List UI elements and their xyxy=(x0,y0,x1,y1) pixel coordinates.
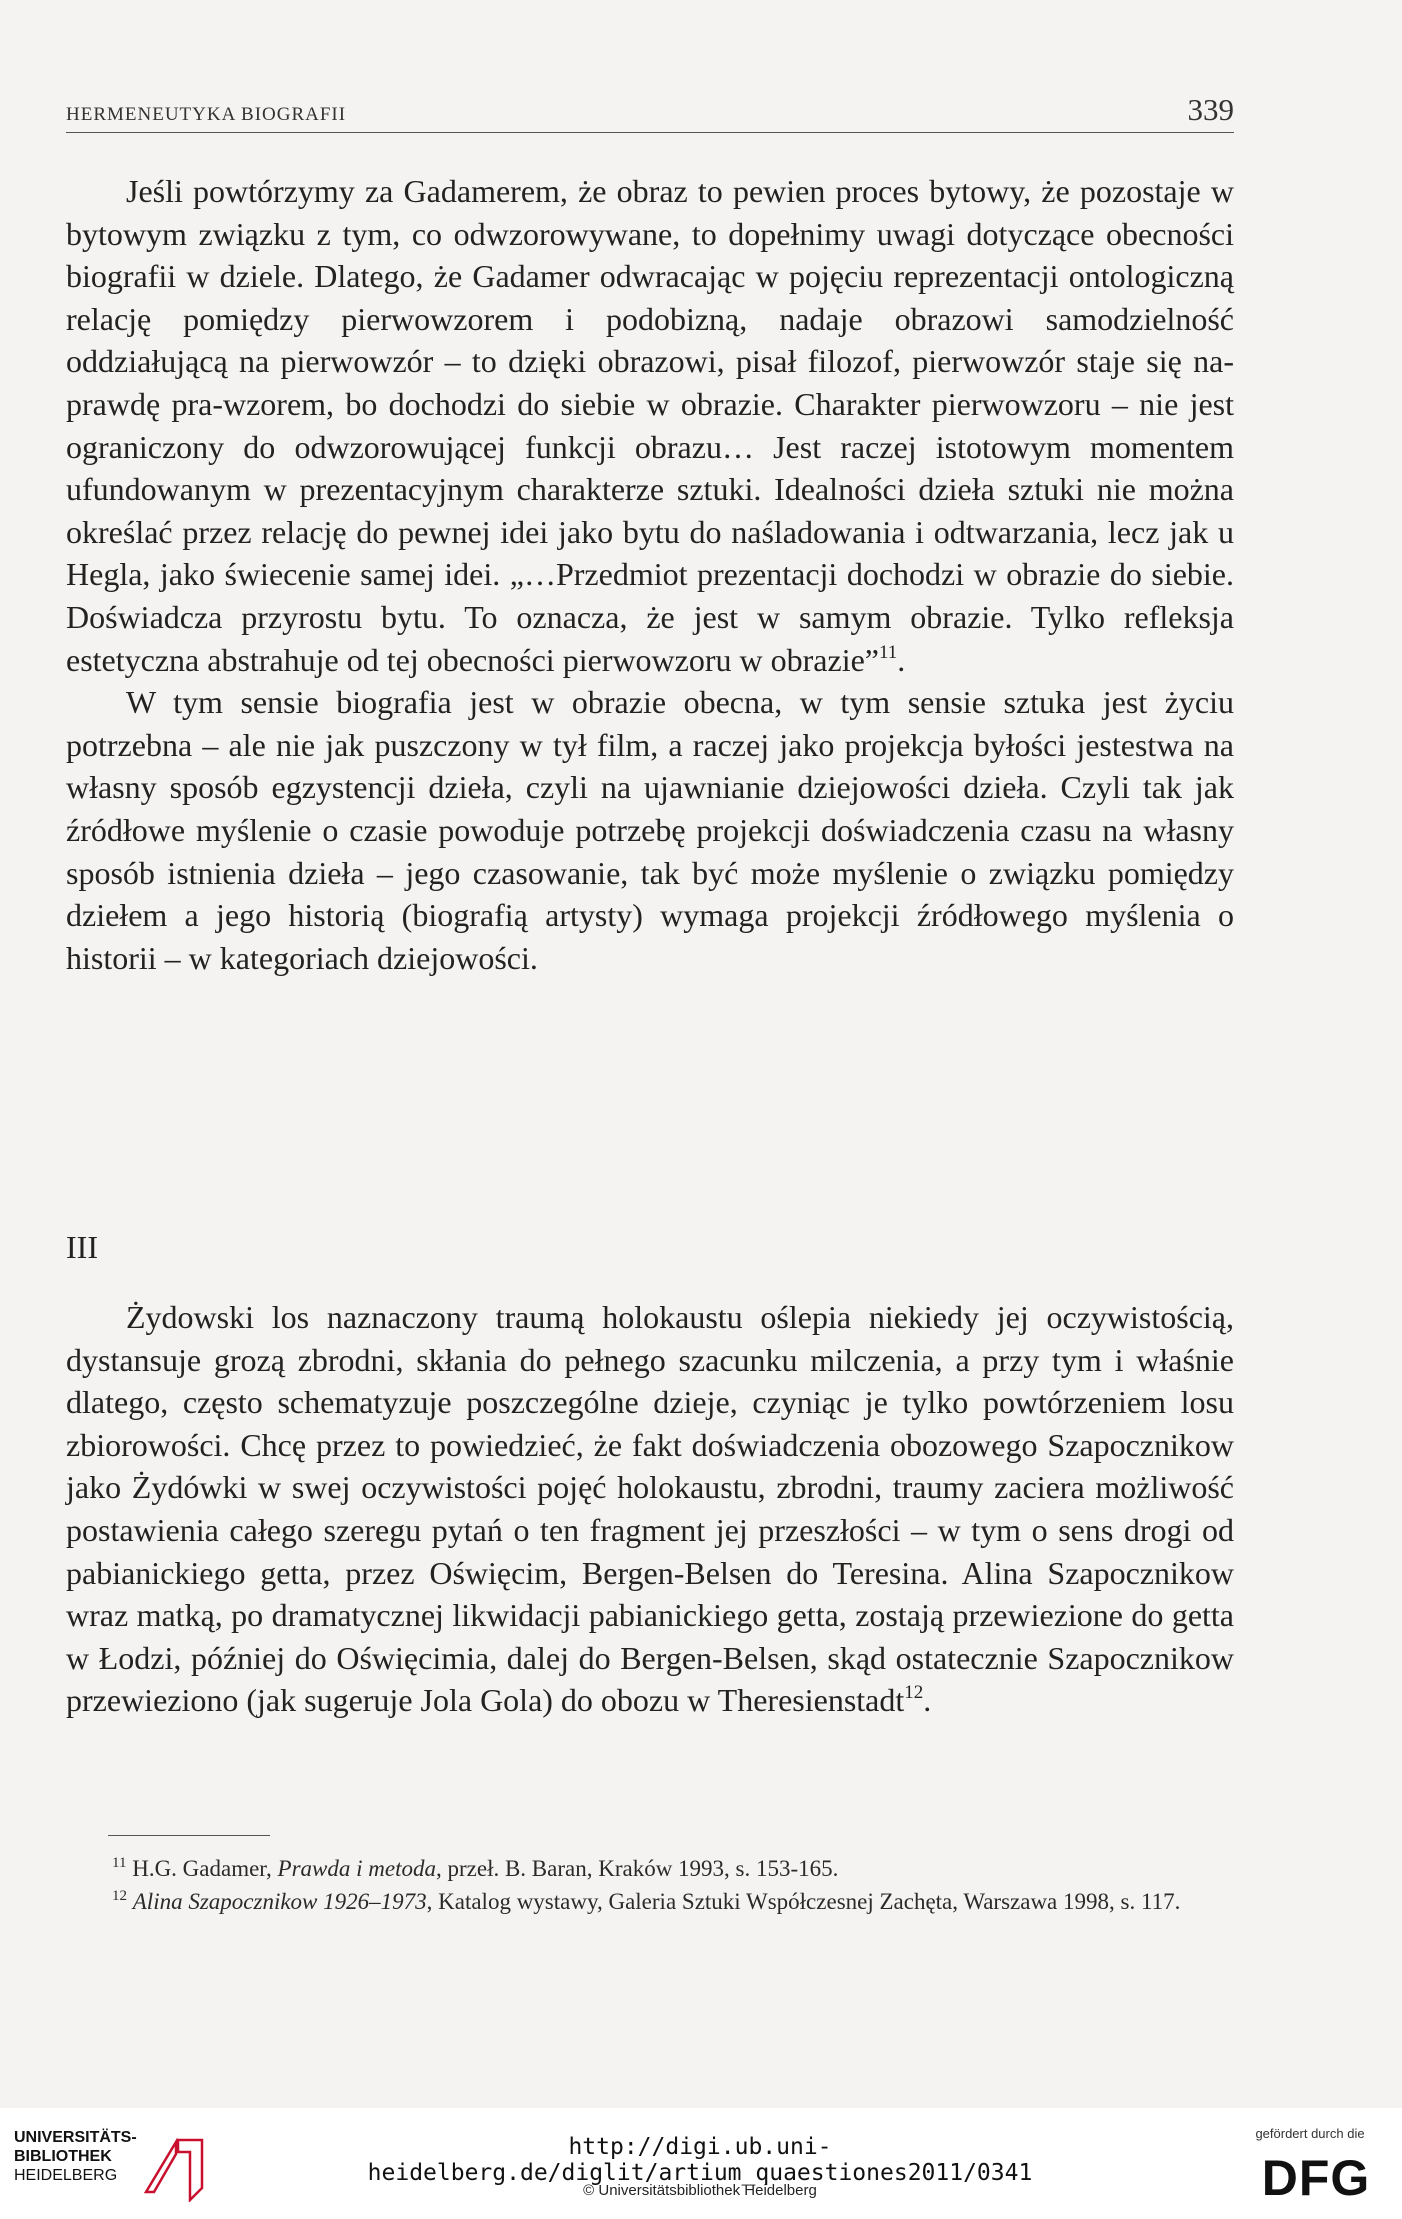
paragraph-1-end: . xyxy=(897,641,906,678)
digitization-footer xyxy=(0,2108,1402,2219)
footnote-title: Prawda i metoda xyxy=(277,1856,436,1881)
footnote-12 xyxy=(66,1885,1234,1918)
paragraph-3-text: Żydowski los naznaczony traumą holokaustu oślepia niekiedy jej oczywistością, dystansuje grozą zbrodni, skłania do pełnego szacunku milczenia, a przy tym i właśnie dlatego, często schematyzuje poszczególne dzieje, czyniąc je tylko powtórzeniem losu zbiorowości. Chcę przez to powiedzieć, że fakt doświadczenia obozowego Szapocznikow jako Żydówki w swej oczywistości pojęć holokaustu, zbrodni, traumy zaciera możliwość postawienia całego szeregu pytań o ten fragment jej przeszłości – w tym o sens drogi od pabianickiego getta, przez Oświęcim, Bergen-Belsen do Teresina. Alina Szapocznikow wraz matką, po dramatycznej likwidacji pabianickiego getta, zostają przewiezione do getta w Łodzi, później do Oświęcimia, dalej do Bergen-Belsen, skąd ostatecznie Szapocznikow przewieziono (jak sugeruje Jola Gola) do obozu w Theresienstadt xyxy=(66,1299,1234,1719)
footnote-number: 11 xyxy=(112,1855,127,1871)
footnote-ref-12[interactable]: 12 xyxy=(904,1682,924,1704)
paragraph-3-end: . xyxy=(923,1682,932,1719)
paragraph-1-text: Jeśli powtórzymy za Gadamerem, że obraz to pewien proces bytowy, że pozostaje w bytowym związku z tym, co odwzorowywane, to dopełnimy uwagi dotyczące obecności biografii w dziele. Dlatego, że Gadamer odwracając w pojęciu reprezentacji ontologiczną relację pomiędzy pierwowzorem i podobizną, nadaje obrazowi samodzielność oddziałującą na pierwowzór – to dzięki obrazowi, pisał filozof, pierwowzór staje się naprawdę pra-wzorem, bo dochodzi do siebie w obrazie. Charakter pierwowzoru – nie jest ograniczony do odwzorowującej funkcji obrazu… Jest raczej istotowym momentem ufundowanym w prezentacyjnym charakterze sztuki. Idealności dzieła sztuki nie można określać przez relację do pewnej idei jako bytu do naśladowania i odtwarzania, lecz jak u Hegla, jako świecenie samej idei. „…Przedmiot prezentacji dochodzi w obrazie do siebie. Doświadcza przyrostu bytu. To oznacza, że jest w samym obrazie. Tylko refleksja estetyczna abstrahuje od tej obecności pierwowzoru w obrazie” xyxy=(66,173,1234,678)
footnote-divider xyxy=(108,1835,270,1836)
section-heading: III xyxy=(66,1229,98,1265)
library-name-line2: BIBLIOTHEK xyxy=(14,2148,112,2165)
footnote-title: Alina Szapocznikow 1926–1973 xyxy=(132,1889,427,1914)
footnote-11 xyxy=(66,1852,1234,1885)
section-text xyxy=(66,1296,1234,1722)
copyright-notice: © Universitätsbibliothek Heidelberg xyxy=(583,2182,817,2199)
footnotes xyxy=(66,1852,1234,1918)
library-name-line3: HEIDELBERG xyxy=(14,2167,118,2184)
footnote-text: H.G. Gadamer, xyxy=(132,1856,278,1881)
funding-caption: gefördert durch die xyxy=(1255,2126,1365,2141)
footnote-text: , przeł. B. Baran, Kraków 1993, s. 153-165. xyxy=(436,1856,839,1881)
paragraph-2-text: W tym sensie biografia jest w obrazie obecna, w tym sensie sztuka jest życiu potrzebna – ale nie jak puszczony w tył film, a raczej jako projekcja byłości jestestwa na własny sposób egzystencji dzieła, czyli na ujawnianie dziejowości dzieła. Czyli tak jak źródłowe myślenie o czasie powoduje potrzebę projekcji doświadczenia czasu na własny sposób istnienia dzieła – jego czasowanie, tak być może myślenie o związku pomiędzy dziełem a jego historią (biografią artysty) wymaga projekcji źródłowego myślenia o historii – w kategoriach dziejowości. xyxy=(66,684,1234,976)
running-title: HERMENEUTYKA BIOGRAFII xyxy=(66,104,347,125)
main-text xyxy=(66,170,1234,979)
paragraph-1 xyxy=(66,170,1234,681)
library-name-line1: UNIVERSITÄTS- xyxy=(14,2129,137,2146)
running-head xyxy=(66,88,1234,133)
paragraph-2 xyxy=(66,681,1234,979)
library-logo xyxy=(14,2128,214,2208)
permalink-url[interactable]: http://digi.ub.uni-heidelberg.de/diglit/artium_quaestiones2011/0341 xyxy=(367,2134,1033,2186)
footnote-number: 12 xyxy=(112,1888,127,1904)
dfg-logo: DFG xyxy=(1261,2150,1371,2206)
footnote-ref-11[interactable]: 11 xyxy=(878,641,898,663)
library-emblem-icon xyxy=(140,2130,210,2202)
library-name xyxy=(14,2128,137,2185)
paragraph-3 xyxy=(66,1296,1234,1722)
page-number: 339 xyxy=(1187,92,1234,127)
footnote-text: , Katalog wystawy, Galeria Sztuki Współczesnej Zachęta, Warszawa 1998, s. 117. xyxy=(426,1889,1181,1914)
